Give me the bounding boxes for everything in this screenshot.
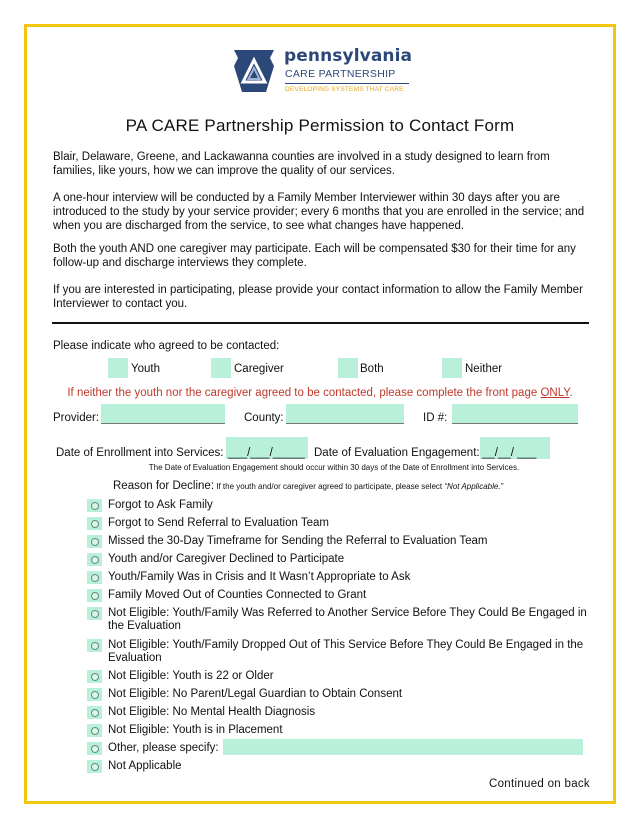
decline-option-label: Not Eligible: No Mental Health Diagnosis	[108, 706, 316, 718]
radio-button[interactable]	[87, 639, 102, 652]
id-field[interactable]	[452, 404, 578, 424]
radio-button[interactable]	[87, 670, 102, 683]
youth-checkbox[interactable]	[108, 358, 128, 378]
radio-button[interactable]	[87, 688, 102, 701]
intro-paragraph-1: Blair, Delaware, Greene, and Lackawanna counties are involved in a study designed to learn from families, like yours, how we can improve the quality of our services.	[53, 151, 550, 177]
intro-paragraph-4: If you are interested in participating, please provide your contact information to allow the Family Member Interviewer to contact you.	[53, 284, 583, 310]
reason-na-emphasis: “Not Applicable.”	[444, 482, 504, 491]
reason-for-decline	[113, 480, 503, 492]
county-field[interactable]	[286, 404, 404, 424]
evaluation-timing-note: The Date of Evaluation Engagement should occur within 30 days of the Date of Enrollment into Services.	[148, 463, 520, 472]
evaluation-date-field[interactable]	[480, 437, 550, 459]
decline-option-label: Forgot to Send Referral to Evaluation Team	[108, 517, 329, 529]
decline-option-label: Not Applicable	[108, 760, 182, 772]
caregiver-label: Caregiver	[234, 363, 284, 375]
radio-button[interactable]	[87, 553, 102, 566]
both-label: Both	[360, 363, 384, 375]
radio-button[interactable]	[87, 517, 102, 530]
decline-option-label: Youth/Family Was in Crisis and It Wasn’t Appropriate to Ask	[108, 571, 411, 583]
evaluation-date-label: Date of Evaluation Engagement:	[314, 447, 480, 459]
contact-prompt: Please indicate who agreed to be contacted:	[53, 340, 280, 352]
enrollment-date-field[interactable]	[226, 437, 308, 459]
section-divider	[52, 322, 589, 324]
logo-tagline: DEVELOPING SYSTEMS THAT CARE	[285, 86, 404, 93]
decline-option-label: Forgot to Ask Family	[108, 499, 213, 511]
keystone-logo-icon	[232, 48, 276, 94]
decline-option-label: Not Eligible: Youth/Family Dropped Out of This Service Before They Could Be Engaged in the Evaluation	[108, 639, 584, 664]
reason-instruction: If the youth and/or caregiver agreed to participate, please select	[214, 482, 445, 491]
id-label: ID #:	[423, 412, 448, 424]
provider-field[interactable]	[101, 404, 225, 424]
neither-instruction	[0, 387, 640, 399]
caregiver-checkbox[interactable]	[211, 358, 231, 378]
radio-button[interactable]	[87, 724, 102, 737]
radio-button[interactable]	[87, 706, 102, 719]
intro-paragraph-2: A one-hour interview will be conducted by a Family Member Interviewer within 30 days after you are introduced to the study by your service provider; every 6 months that you are enrolled in the service; and when you are discharged from the service, to see what changes have happened.	[53, 192, 585, 232]
radio-button[interactable]	[87, 760, 102, 773]
enrollment-date-label: Date of Enrollment into Services:	[56, 447, 224, 459]
radio-button[interactable]	[87, 535, 102, 548]
enrollment-date-value: ___/___/_____	[228, 447, 305, 459]
only-emphasis: ONLY	[540, 387, 570, 399]
logo-wordmark: pennsylvania	[284, 46, 413, 66]
decline-option-label: Not Eligible: No Parent/Legal Guardian to Obtain Consent	[108, 688, 403, 700]
radio-button[interactable]	[87, 499, 102, 512]
decline-option-label: Other, please specify:	[108, 742, 219, 754]
radio-button[interactable]	[87, 589, 102, 602]
decline-option-label: Family Moved Out of Counties Connected to Grant	[108, 589, 367, 601]
form-title: PA CARE Partnership Permission to Contact Form	[125, 116, 515, 135]
other-specify-field[interactable]	[223, 739, 583, 755]
neither-checkbox[interactable]	[442, 358, 462, 378]
county-label: County:	[244, 412, 284, 424]
logo-divider	[285, 83, 409, 84]
provider-label: Provider:	[53, 412, 100, 424]
both-checkbox[interactable]	[338, 358, 358, 378]
logo-subtitle: CARE PARTNERSHIP	[285, 68, 396, 80]
decline-option-label: Youth and/or Caregiver Declined to Participate	[108, 553, 345, 565]
reason-colon: :	[210, 480, 215, 492]
decline-option-label: Missed the 30-Day Timeframe for Sending the Referral to Evaluation Team	[108, 535, 488, 547]
neither-label: Neither	[465, 363, 503, 375]
decline-option-label: Not Eligible: Youth is 22 or Older	[108, 670, 274, 682]
pa-care-logo	[232, 46, 413, 102]
neither-instruction-end: .	[569, 387, 573, 399]
radio-button[interactable]	[87, 742, 102, 755]
radio-button[interactable]	[87, 571, 102, 584]
reason-heading: Reason for Decline	[113, 480, 211, 492]
youth-label: Youth	[131, 363, 160, 375]
continued-on-back: Continued on back	[488, 778, 590, 790]
decline-option-label: Not Eligible: Youth/Family Was Referred to Another Service Before They Could Be Engaged in the Evaluation	[108, 607, 587, 632]
evaluation-date-value: __/__/ ___	[482, 447, 537, 459]
neither-instruction-text: If neither the youth nor the caregiver agreed to be contacted, please complete the front page	[67, 387, 541, 399]
radio-button[interactable]	[87, 607, 102, 620]
intro-paragraph-3: Both the youth AND one caregiver may participate. Each will be compensated $30 for their time for any follow-up and discharge interviews they complete.	[53, 243, 576, 269]
decline-option-label: Not Eligible: Youth is in Placement	[108, 724, 283, 736]
